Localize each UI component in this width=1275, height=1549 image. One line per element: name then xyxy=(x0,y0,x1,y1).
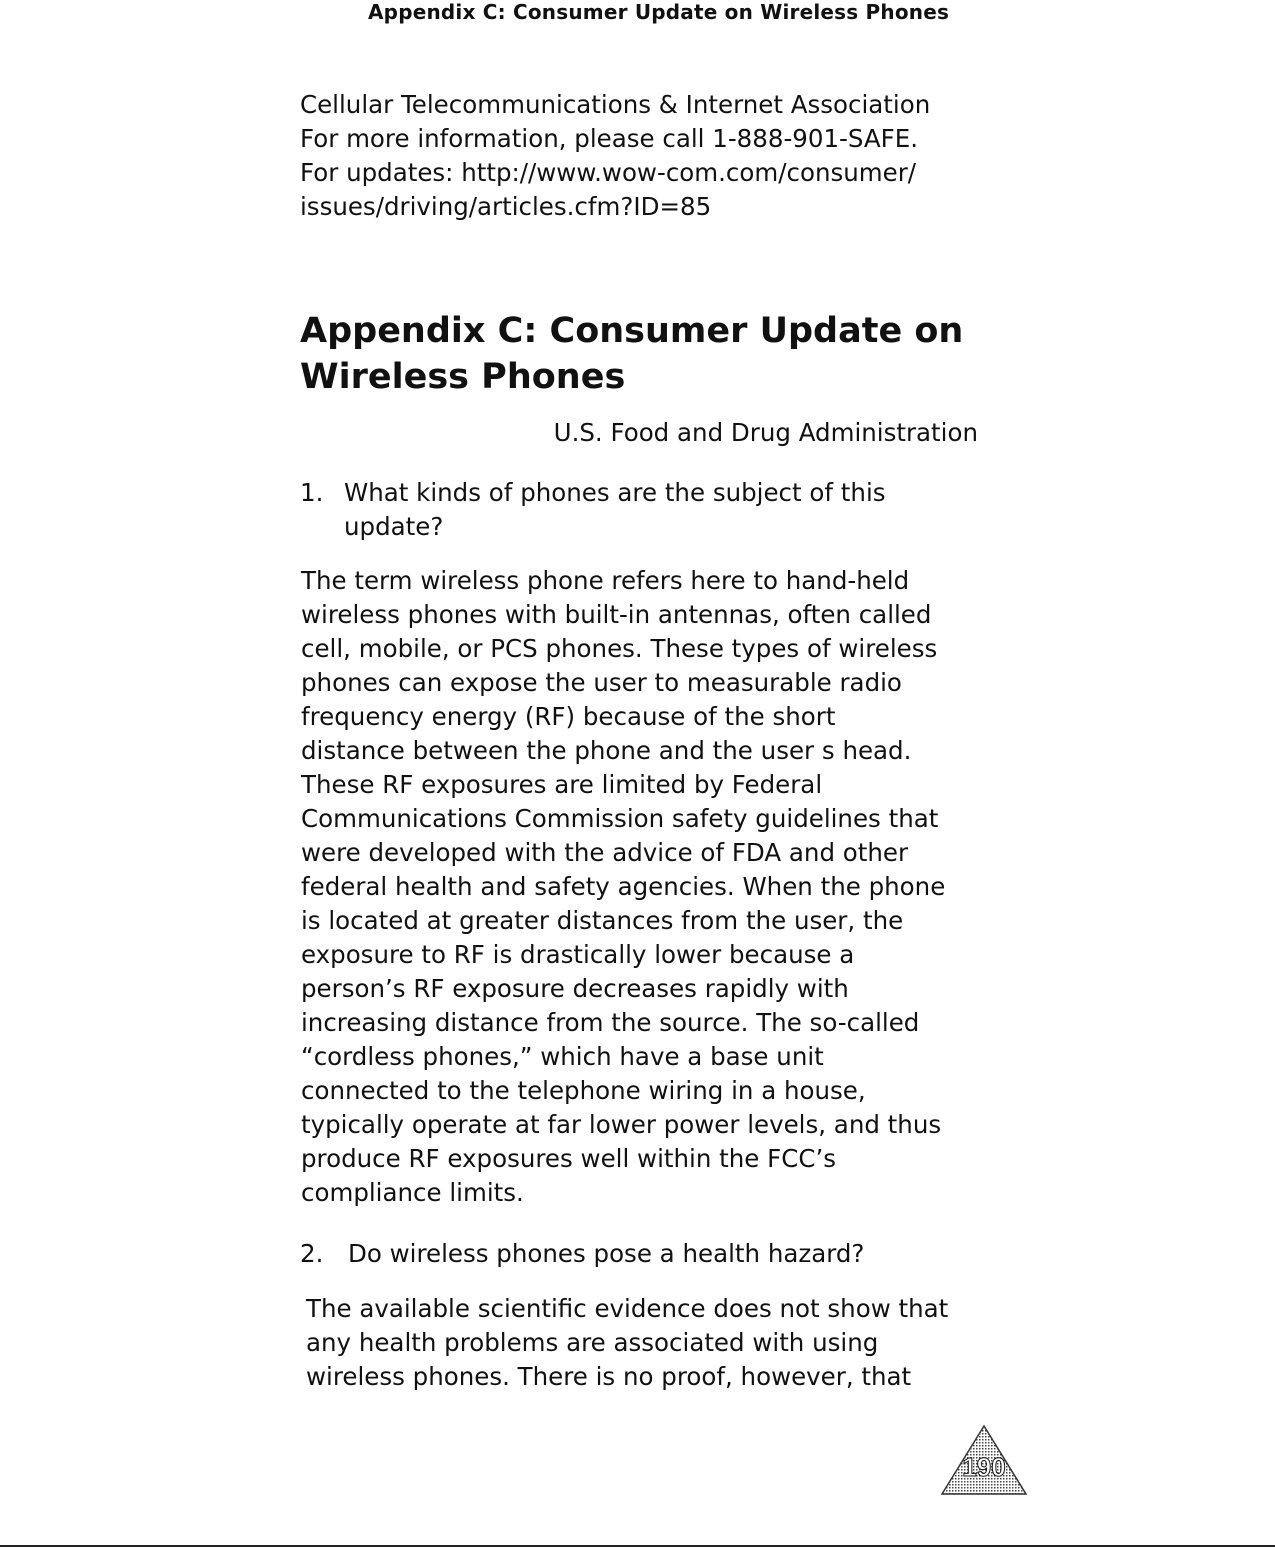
source-attribution: U.S. Food and Drug Administration xyxy=(553,418,978,447)
page-number: 190 xyxy=(962,1452,1006,1482)
paragraph-line: compliance limits. xyxy=(301,1178,524,1207)
section-title xyxy=(300,308,1000,400)
contact-line: Cellular Telecommunications & Internet Association xyxy=(300,90,931,119)
contact-block xyxy=(300,88,1000,224)
triangle-page-badge-icon xyxy=(940,1424,1028,1496)
paragraph-line: produce RF exposures well within the FCC’s xyxy=(301,1144,836,1173)
paragraph-line: is located at greater distances from the user, the xyxy=(301,906,904,935)
paragraph-line: federal health and safety agencies. When the phone xyxy=(301,872,946,901)
question-number: 1. xyxy=(300,478,324,507)
paragraph-line: The term wireless phone refers here to hand-held xyxy=(301,566,910,595)
section-title-line: Appendix C: Consumer Update on xyxy=(300,311,964,351)
question-2 xyxy=(300,1237,980,1271)
question-text: Do wireless phones pose a health hazard? xyxy=(348,1239,865,1268)
paragraph-line: phones can expose the user to measurable radio xyxy=(301,668,902,697)
paragraph-line: exposure to RF is drastically lower because a xyxy=(301,940,855,969)
question-text: What kinds of phones are the subject of this xyxy=(344,478,886,507)
paragraph-line: distance between the phone and the user s head. xyxy=(301,736,912,765)
paragraph-line: any health problems are associated with using xyxy=(306,1328,879,1357)
contact-line: For more information, please call 1-888-901-SAFE. xyxy=(300,124,919,153)
section-title-line: Wireless Phones xyxy=(300,357,626,397)
running-header: Appendix C: Consumer Update on Wireless Phones xyxy=(368,0,950,24)
paragraph-line: The available scientific evidence does not show that xyxy=(306,1294,949,1323)
answer-paragraph-2 xyxy=(306,1292,948,1394)
answer-paragraph-1 xyxy=(301,564,945,1210)
paragraph-line: person’s RF exposure decreases rapidly with xyxy=(301,974,849,1003)
paragraph-line: typically operate at far lower power levels, and thus xyxy=(301,1110,942,1139)
contact-line: issues/driving/articles.cfm?ID=85 xyxy=(300,192,712,221)
paragraph-line: cell, mobile, or PCS phones. These types of wireless xyxy=(301,634,938,663)
paragraph-line: wireless phones. There is no proof, however, that xyxy=(306,1362,912,1391)
paragraph-line: connected to the telephone wiring in a house, xyxy=(301,1076,866,1105)
bottom-rule xyxy=(0,1545,1275,1547)
question-number: 2. xyxy=(300,1239,324,1268)
paragraph-line: wireless phones with built-in antennas, often called xyxy=(301,600,932,629)
contact-line: For updates: http://www.wow-com.com/consumer/ xyxy=(300,158,917,187)
paragraph-line: Communications Commission safety guidelines that xyxy=(301,804,939,833)
paragraph-line: “cordless phones,” which have a base unit xyxy=(301,1042,824,1071)
paragraph-line: increasing distance from the source. The so-called xyxy=(301,1008,920,1037)
question-1 xyxy=(300,476,980,544)
paragraph-line: were developed with the advice of FDA and other xyxy=(301,838,909,867)
question-text: update? xyxy=(344,512,444,541)
paragraph-line: These RF exposures are limited by Federal xyxy=(301,770,823,799)
paragraph-line: frequency energy (RF) because of the short xyxy=(301,702,836,731)
